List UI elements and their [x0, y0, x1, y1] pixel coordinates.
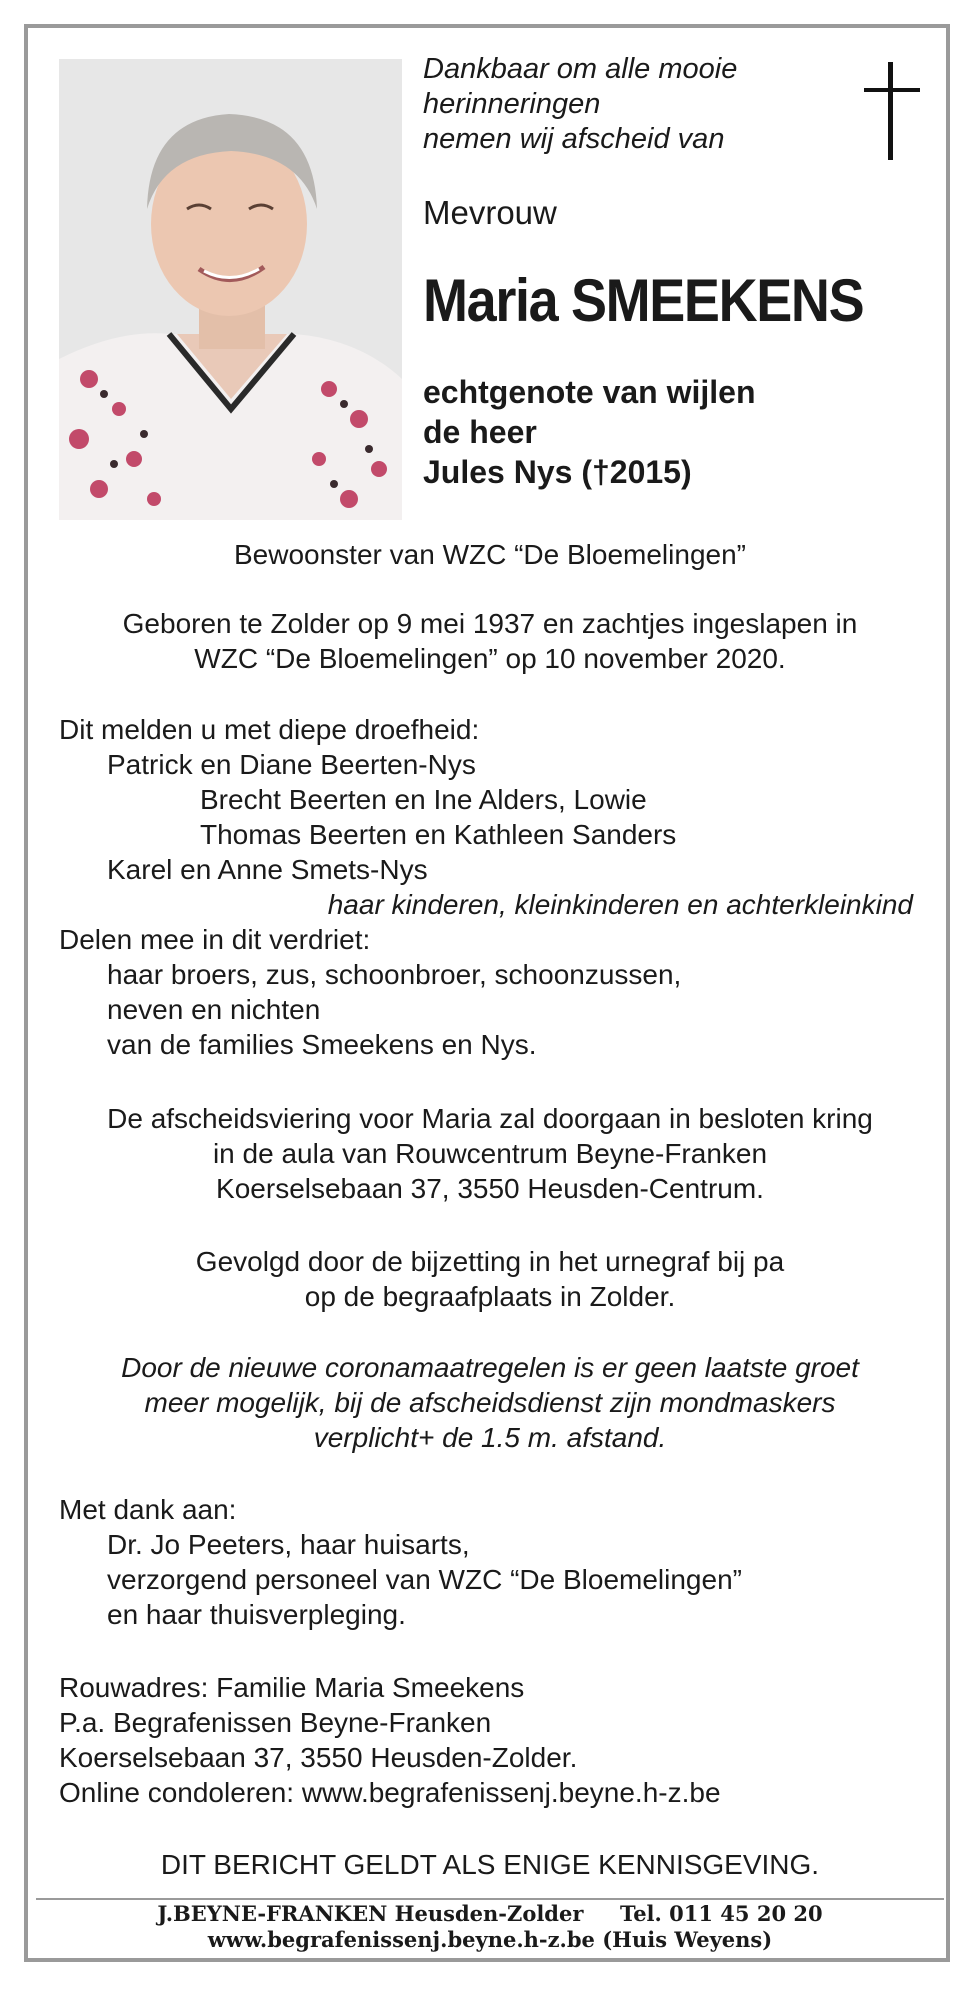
thanks-line: Dr. Jo Peeters, haar huisarts,: [107, 1529, 470, 1560]
footer-line: [0, 1900, 980, 1928]
notice-block: [0, 1847, 980, 1882]
children-line: Karel en Anne Smets-Nys: [107, 854, 428, 885]
grandchildren-line: Brecht Beerten en Ine Alders, Lowie: [200, 784, 647, 815]
spouse-line: Jules Nys (†2015): [423, 454, 692, 490]
residence-block: [0, 537, 980, 572]
corona-line: Door de nieuwe coronamaatregelen is er geen laatste groet: [121, 1352, 859, 1383]
corona-block: [0, 1350, 980, 1455]
corona-line: verplicht+ de 1.5 m. afstand.: [313, 1422, 667, 1453]
residence-line: Bewoonster van WZC “De Bloemelingen”: [234, 539, 746, 570]
portrait-photo: [59, 59, 402, 520]
cross-icon: [864, 62, 920, 160]
footer-website: www.begrafenissenj.beyne.h-z.be (Huis Weyens): [207, 1927, 773, 1952]
spouse-line: echtgenote van wijlen: [423, 374, 756, 410]
share-line: haar broers, zus, schoonbroer, schoonzussen,: [107, 959, 682, 990]
share-line: neven en nichten: [107, 994, 321, 1025]
intro-line: nemen wij afscheid van: [423, 123, 725, 155]
family-caption: haar kinderen, kleinkinderen en achterkleinkind: [327, 889, 913, 920]
footer-line: [0, 1926, 980, 1954]
intro-line: herinneringen: [423, 88, 601, 120]
children-line: Patrick en Diane Beerten-Nys: [107, 749, 476, 780]
spouse-line: de heer: [423, 414, 537, 450]
intro-line: Dankbaar om alle mooie: [423, 53, 738, 85]
birth-line: WZC “De Bloemelingen” op 10 november 2020.: [194, 643, 786, 674]
notice-line: DIT BERICHT GELDT ALS ENIGE KENNISGEVING.: [160, 1849, 820, 1880]
grandchildren-line: Thomas Beerten en Kathleen Sanders: [200, 819, 677, 850]
thanks-heading: Met dank aan:: [59, 1494, 237, 1525]
burial-line: Gevolgd door de bijzetting in het urnegraf bij pa: [195, 1246, 785, 1277]
ceremony-block: [0, 1101, 980, 1206]
thanks-line: en haar thuisverpleging.: [107, 1599, 406, 1630]
footer-funeral-home: J.BEYNE-FRANKEN Heusden-Zolder Tel. 011 45 20 20: [157, 1901, 823, 1926]
address-line: Rouwadres: Familie Maria Smeekens: [59, 1672, 525, 1703]
spouse-info: [423, 372, 756, 492]
honorific: Mevrouw: [423, 194, 557, 231]
mourners-heading: Dit melden u met diepe droefheid:: [59, 714, 480, 745]
birth-line: Geboren te Zolder op 9 mei 1937 en zachtjes ingeslapen in: [122, 608, 858, 639]
birth-block: [0, 606, 980, 676]
share-line: van de families Smeekens en Nys.: [107, 1029, 537, 1060]
corona-line: meer mogelijk, bij de afscheidsdienst zijn mondmaskers: [144, 1387, 836, 1418]
burial-line: op de begraafplaats in Zolder.: [304, 1281, 676, 1312]
ceremony-line: Koerselsebaan 37, 3550 Heusden-Centrum.: [216, 1173, 764, 1204]
online-condolence-line: Online condoleren: www.begrafenissenj.beyne.h-z.be: [59, 1777, 721, 1808]
deceased-name: Maria SMEEKENS: [423, 267, 864, 334]
intro-text: [423, 52, 737, 157]
address-line: Koerselsebaan 37, 3550 Heusden-Zolder.: [59, 1742, 578, 1773]
share-heading: Delen mee in dit verdriet:: [59, 924, 371, 955]
ceremony-line: in de aula van Rouwcentrum Beyne-Franken: [212, 1138, 768, 1169]
address-line: P.a. Begrafenissen Beyne-Franken: [59, 1707, 492, 1738]
burial-block: [0, 1244, 980, 1314]
thanks-line: verzorgend personeel van WZC “De Bloemelingen”: [107, 1564, 742, 1595]
ceremony-line: De afscheidsviering voor Maria zal doorgaan in besloten kring: [107, 1103, 873, 1134]
